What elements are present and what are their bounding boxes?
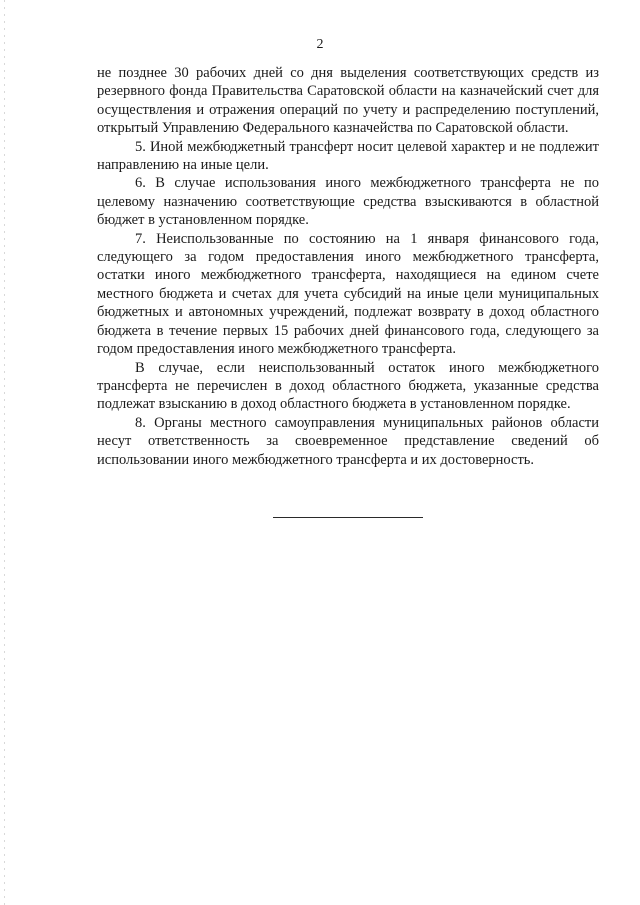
paragraph-item-7: 7. Неиспользованные по состоянию на 1 января финансового года, следующего за годом предоставления иного межбюджетного трансферта, остатки иного межбюджетного трансферта, находящиеся на едином счете местного бюджета и счетах для учета субсидий на иные цели муниципальных бюджетных и автономных учреждений, подлежат возврату в доход областного бюджета в течение первых 15 рабочих дней финансового года, следующего за годом предоставления иного межбюджетного трансферта.: [97, 230, 599, 358]
paragraph-item-6: 6. В случае использования иного межбюджетного трансферта не по целевому назначению соответствующие средства взыскиваются в областной бюджет в установленном порядке.: [97, 175, 599, 229]
paragraph-item-5: 5. Иной межбюджетный трансферт носит целевой характер и не подлежит направлению на иные цели.: [97, 138, 599, 174]
paragraph-item-8: 8. Органы местного самоуправления муниципальных районов области несут ответственность за своевременное представление сведений об использовании иного межбюджетного трансферта и их достоверность.: [97, 414, 599, 468]
end-of-document-rule: [273, 517, 423, 518]
paragraph-continuation: не позднее 30 рабочих дней со дня выделения соответствующих средств из резервного фонда Правительства Саратовской области на казначейский счет для осуществления и отражения операций по учету и распределению поступлений, открытый Управлению Федерального казначейства по Саратовской области.: [97, 65, 599, 137]
scan-edge-marks: [4, 0, 5, 905]
document-body: [97, 64, 599, 469]
page-number: 2: [316, 37, 324, 52]
paragraph-item-7-remainder: В случае, если неиспользованный остаток иного межбюджетного трансферта не перечислен в доход областного бюджета, указанные средства подлежат взысканию в доход областного бюджета в установленном порядке.: [97, 359, 599, 413]
